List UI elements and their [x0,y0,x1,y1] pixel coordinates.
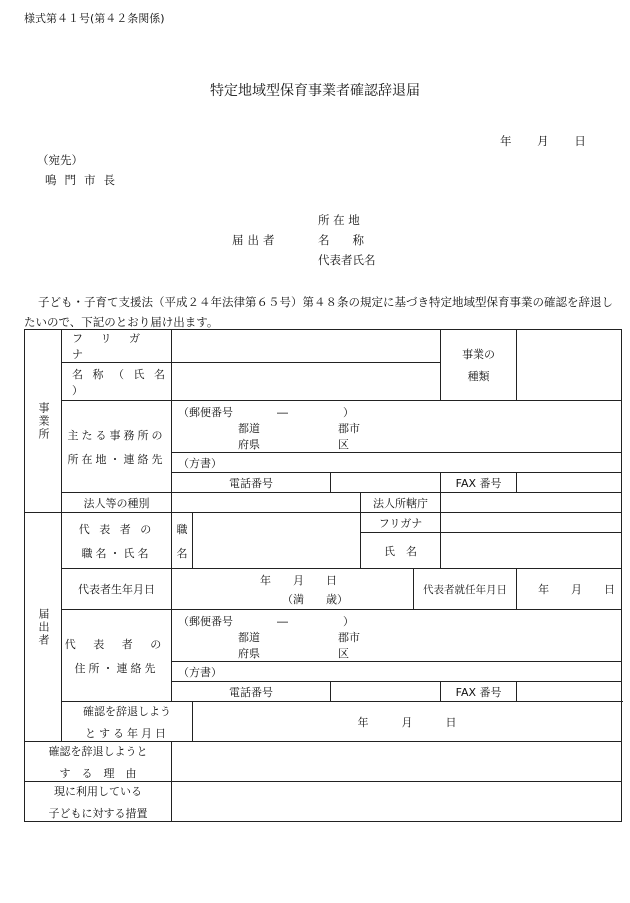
submission-date [500,133,608,149]
business-postal: （郵便番号 ― ） [178,406,354,419]
section-notifier [25,513,62,742]
rep-title-label [62,513,172,569]
shoku-label: 職 [176,522,188,536]
reason-input[interactable] [172,742,622,782]
date-day: 日 [574,134,586,148]
rep-addr-label [62,610,172,702]
rep-address-field[interactable] [172,610,622,662]
section-business-label: 事業所 [37,401,50,441]
business-type-line1: 事業の [462,348,496,361]
rep-addr-line1: 代 表 者 の [64,637,169,651]
rep-age: （満 歳） [282,593,348,606]
form-number: 様式第４１号(第４２条関係) [24,12,165,25]
rep-phone-label: 電話番号 [172,682,331,702]
rep-addr-line2: 住所・連絡先 [74,661,159,675]
business-ku: 区 [338,438,349,451]
withdraw-date-value[interactable]: 年 月 日 [193,702,622,742]
business-phone-label: 電話番号 [172,473,331,493]
business-fax-label: FAX 番号 [441,473,517,493]
business-address-field[interactable] [172,401,622,453]
section-notifier-label: 届出者 [37,607,50,647]
addressee-label: （宛先） [37,153,83,167]
measures-line1: 現に利用している [54,784,142,798]
rep-title-line1: 代 表 者 の [78,522,155,536]
reason-label [25,742,172,782]
rep-birth-label: 代表者生年月日 [62,569,172,610]
date-month: 月 [537,134,549,148]
business-phone-input[interactable] [331,473,441,493]
corp-office-label: 法人所轄庁 [361,493,441,513]
rep-start-ymd[interactable]: 年 月 日 [517,569,622,610]
rep-postal: （郵便番号 ― ） [178,615,354,628]
rep-phone-input[interactable] [331,682,441,702]
intro-text: 子ども・子育て支援法（平成２４年法律第６５号）第４８条の規定に基づき特定地域型保育事業の確認を辞退したいので、下記のとおり届け出ます。 [24,295,613,329]
notifier-label: 届出者 [232,233,279,247]
notifier-address-label: 所 在 地 [318,213,360,227]
rep-furigana-input[interactable] [441,513,622,533]
rep-fax-label: FAX 番号 [441,682,517,702]
rep-todo: 都道 [238,631,260,644]
section-business [25,330,62,513]
corp-type-label: 法人等の種別 [62,493,172,513]
rep-ku: 区 [338,647,349,660]
business-gunshi: 郡市 [338,422,360,435]
business-type-input[interactable] [517,330,622,401]
business-type-label [441,330,517,401]
rep-start-label: 代表者就任年月日 [414,569,517,610]
reason-line2: す る 理 由 [59,766,137,780]
rep-title-line2: 職名・氏名 [81,546,152,560]
withdraw-date-line1: 確認を辞退しよう [83,704,171,718]
rep-birth-ymd: 年 月 日 [260,574,337,587]
corp-type-input[interactable] [172,493,361,513]
rep-gunshi: 郡市 [338,631,360,644]
business-katagaki[interactable]: （方書） [172,453,622,473]
measures-input[interactable] [172,782,622,822]
business-name-input[interactable] [172,363,441,401]
business-furigana-input[interactable] [172,330,441,363]
rep-name-input[interactable] [441,533,622,569]
measures-line2: 子どもに対する措置 [48,806,148,820]
rep-title-input[interactable] [193,513,361,569]
business-office-label [62,401,172,493]
withdraw-date-label [62,702,193,742]
rep-furigana-label: フリガナ [361,513,441,533]
rep-name-label: 氏 名 [361,533,441,569]
reason-line1: 確認を辞退しようと [48,744,148,758]
business-furigana-label: フ リ ガ ナ [62,330,172,363]
rep-fuken: 府県 [238,647,260,660]
rep-birth-field[interactable] [172,569,414,610]
business-fuken: 府県 [238,438,260,451]
business-type-line2: 種類 [467,370,490,383]
page-title: 特定地域型保育事業者確認辞退届 [210,83,420,99]
rep-katagaki[interactable]: （方書） [172,662,622,682]
business-fax-input[interactable] [517,473,622,493]
rep-fax-input[interactable] [517,682,622,702]
measures-label [25,782,172,822]
notifier-rep-label: 代表者氏名 [318,253,376,267]
business-name-label: 名 称 （ 氏 名 ） [62,363,172,401]
shoku-mei-label [172,513,193,569]
business-todo: 都道 [238,422,260,435]
date-year: 年 [500,134,512,148]
business-office-line1: 主たる事務所の [67,428,166,442]
mei-label: 名 [176,546,188,560]
withdraw-date-line2: とする年月日 [85,726,169,740]
notifier-name-label: 名 称 [318,233,364,247]
recipient: 鳴門市長 [45,173,123,187]
business-office-line2: 所在地・連絡先 [67,452,166,466]
corp-office-input[interactable] [441,493,622,513]
withdrawal-form-table [24,329,622,822]
